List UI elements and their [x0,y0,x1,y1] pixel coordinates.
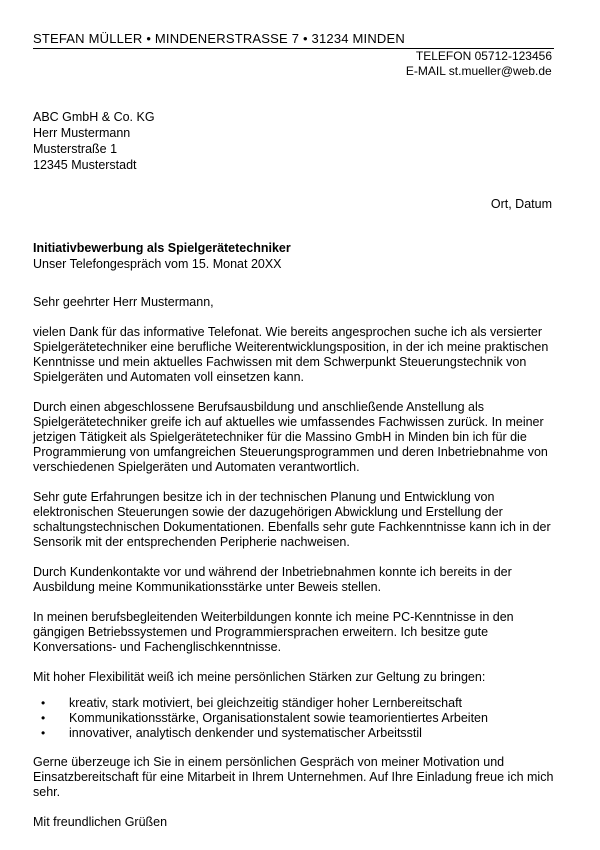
strength-text: Kommunikationsstärke, Organisationstalent sowie teamorientiertes Arbeiten [69,711,488,725]
list-item [41,696,558,711]
sender-line: STEFAN MÜLLER • MINDENERSTRASSE 7 • 31234 MINDEN [33,31,554,49]
subject-title: Initiativbewerbung als Spielgerätetechniker [33,241,291,255]
paragraph-intro: vielen Dank für das informative Telefonat. Wie bereits angesprochen suche ich als versierter Spielgerätetechniker eine berufliche Weiterentwicklungsposition, in der ich meine praktischen Kenntnisse und mein aktuelles Fachwissen mit dem Schwerpunkt Steuerungstechnik von Spielgeräten und Automaten voll einsetzen kann. [33,325,549,384]
bullet-icon: • [41,696,46,710]
paragraph-training: In meinen berufsbegleitenden Weiterbildungen konnte ich meine PC-Kenntnisse in den gängigen Betriebssystemen und Programmiersprachen erweitern. Ich besitze gute Konversations- und Fachenglischkenntnisse. [33,610,514,654]
letter-body [33,295,558,845]
closing-formula: Mit freundlichen Grüßen [33,815,168,829]
bullet-icon: • [41,711,46,725]
recipient-name: Herr Mustermann [33,126,131,140]
sender-email: E-MAIL st.mueller@web.de [405,64,552,78]
subject-reference: Unser Telefongespräch vom 15. Monat 20XX [33,257,282,271]
list-item [41,711,558,726]
recipient-address [33,109,155,173]
strengths-list [33,696,558,741]
sender-contact [406,49,552,79]
list-item [41,726,558,741]
recipient-city: 12345 Musterstadt [33,158,137,172]
strength-text: kreativ, stark motiviert, bei gleichzeitig ständiger hoher Lernbereitschaft [69,696,463,710]
bullet-icon: • [41,726,46,740]
paragraph-communication: Durch Kundenkontakte vor und während der Inbetriebnahmen konnte ich bereits in der Ausbildung meine Kommunikationsstärke unter Beweis stellen. [33,565,512,594]
letter-date: Ort, Datum [490,197,552,211]
recipient-company: ABC GmbH & Co. KG [33,110,155,124]
paragraph-experience: Sehr gute Erfahrungen besitze ich in der technischen Planung und Entwicklung von elektronischen Steuerungen sowie der dazugehörigen Abwicklung und Erstellung der schaltungstechnischen Dokumentationen. Ebenfalls sehr gute Fachkenntnisse kann ich in der Sensorik mit der entsprechenden Peripherie nachweisen. [33,490,551,549]
sender-phone: TELEFON 05712-123456 [415,49,552,63]
paragraph-strengths-intro: Mit hoher Flexibilität weiß ich meine persönlichen Stärken zur Geltung zu bringen: [33,670,486,684]
recipient-street: Musterstraße 1 [33,142,118,156]
paragraph-closing: Gerne überzeuge ich Sie in einem persönlichen Gespräch von meiner Motivation und Einsatzbereitschaft für eine Mitarbeit in Ihrem Unternehmen. Auf Ihre Einladung freue ich mich sehr. [33,755,554,799]
paragraph-education: Durch einen abgeschlossene Berufsausbildung und anschließende Anstellung als Spielgerätetechniker greife ich auf aktuelles wie umfassendes Fachwissen zurück. In meiner jetzigen Tätigkeit als Spielgerätetechniker für die Massino GmbH in Minden bin ich für die Programmierung von umfangreichen Steuerungsprogrammen und deren Inbetriebnahme von verschiedenen Spielgeräten und Automaten verantwortlich. [33,400,548,474]
subject-block [33,240,291,272]
strength-text: innovativer, analytisch denkender und systematischer Arbeitsstil [69,726,422,740]
salutation: Sehr geehrter Herr Mustermann, [33,295,214,309]
